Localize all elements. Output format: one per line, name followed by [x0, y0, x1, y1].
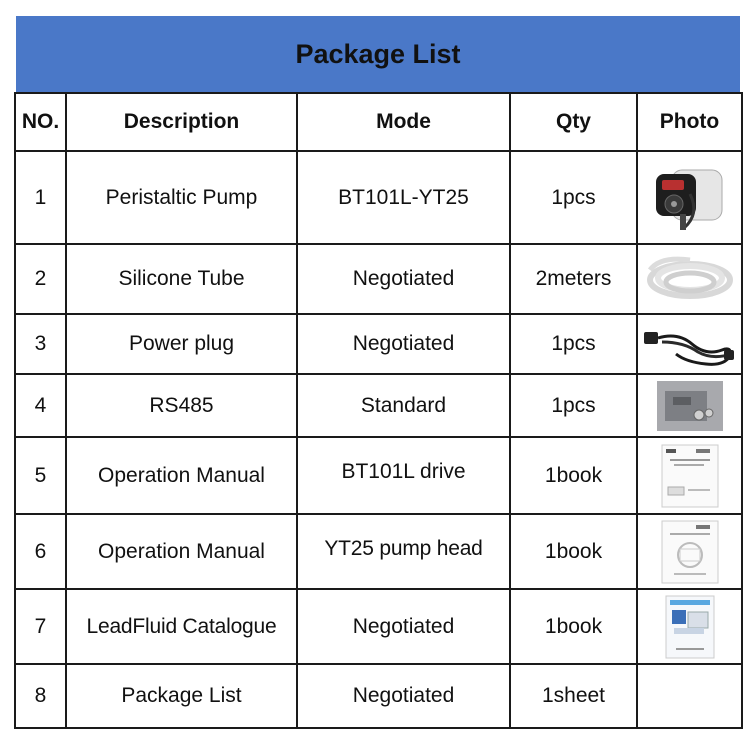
- row-no: 6: [15, 514, 66, 589]
- table-header-row: [15, 93, 742, 151]
- row-qty: 1book: [510, 437, 637, 514]
- rs485-photo: [655, 379, 725, 433]
- header-no: NO.: [15, 93, 66, 151]
- row-description: Operation Manual: [66, 437, 297, 514]
- row-qty: 1book: [510, 514, 637, 589]
- page-title: Package List: [295, 38, 461, 69]
- header-mode: Mode: [297, 93, 510, 151]
- row-mode: Standard: [297, 374, 510, 437]
- table-row: [15, 589, 742, 664]
- row-qty: 1pcs: [510, 374, 637, 437]
- table-row: [15, 151, 742, 244]
- row-qty: 2meters: [510, 244, 637, 314]
- row-mode: Negotiated: [297, 664, 510, 728]
- silicone-tube-photo: [644, 250, 736, 308]
- row-mode: BT101L drive: [297, 437, 510, 514]
- row-photo: [637, 514, 742, 589]
- row-photo: [637, 589, 742, 664]
- row-description: Peristaltic Pump: [66, 151, 297, 244]
- header-qty: Qty: [510, 93, 637, 151]
- row-photo: [637, 437, 742, 514]
- row-photo: [637, 374, 742, 437]
- table-row: [15, 374, 742, 437]
- row-no: 4: [15, 374, 66, 437]
- row-mode: Negotiated: [297, 589, 510, 664]
- row-mode: Negotiated: [297, 244, 510, 314]
- row-description: Operation Manual: [66, 514, 297, 589]
- table-row: [15, 244, 742, 314]
- row-no: 7: [15, 589, 66, 664]
- table-row: [15, 437, 742, 514]
- package-list-table: [14, 92, 743, 729]
- manual-photo: [660, 443, 720, 509]
- row-description: RS485: [66, 374, 297, 437]
- header-description: Description: [66, 93, 297, 151]
- header-photo: Photo: [637, 93, 742, 151]
- row-description: Package List: [66, 664, 297, 728]
- row-photo: [637, 314, 742, 374]
- catalogue-photo: [664, 594, 716, 660]
- table-row: [15, 314, 742, 374]
- row-no: 1: [15, 151, 66, 244]
- row-no: 3: [15, 314, 66, 374]
- row-description: LeadFluid Catalogue: [66, 589, 297, 664]
- row-photo: [637, 151, 742, 244]
- row-photo: [637, 244, 742, 314]
- title-bar: [16, 16, 740, 92]
- manual-photo: [660, 519, 720, 585]
- peristaltic-pump-photo: [650, 164, 730, 232]
- row-qty: 1pcs: [510, 151, 637, 244]
- row-qty: 1book: [510, 589, 637, 664]
- row-qty: 1sheet: [510, 664, 637, 728]
- table-row: [15, 514, 742, 589]
- power-plug-photo: [642, 322, 738, 366]
- row-mode: BT101L-YT25: [297, 151, 510, 244]
- row-description: Power plug: [66, 314, 297, 374]
- row-mode: Negotiated: [297, 314, 510, 374]
- row-no: 2: [15, 244, 66, 314]
- row-photo: [637, 664, 742, 728]
- row-no: 5: [15, 437, 66, 514]
- table-row: [15, 664, 742, 728]
- row-description: Silicone Tube: [66, 244, 297, 314]
- row-no: 8: [15, 664, 66, 728]
- row-qty: 1pcs: [510, 314, 637, 374]
- row-mode: YT25 pump head: [297, 514, 510, 589]
